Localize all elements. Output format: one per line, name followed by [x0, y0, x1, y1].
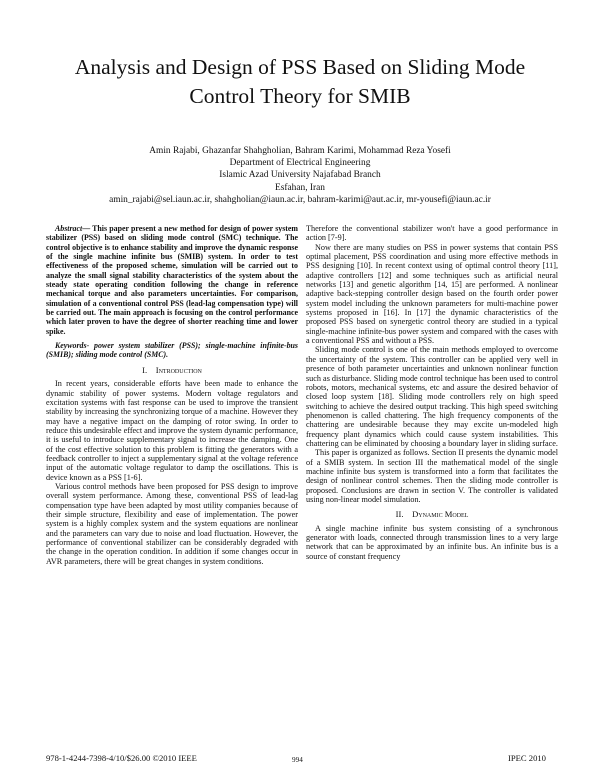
section-title: Introduction	[155, 364, 202, 375]
left-column	[46, 224, 298, 566]
abstract-label: Abstract	[55, 224, 83, 233]
title-line-2: Control Theory for SMIB	[189, 84, 411, 108]
abstract-text: — This paper present a new method for design of power system stabilizer (PSS) based on sliding mode control (SMC) technique. The control objective is to enhance stability and improve the dynamic response of the single machine infinite bus (SMIB) system. In order to test effectiveness of the proposed scheme, simulation will be carried out to analyze the small signal stability characteristics of the system about the steady state operating condition following the change in reference mechanical torque and also parameters uncertainties. For comparison, simulation of a conventional control PSS (lead-lag compensation type) will be carried out. The main approach is focusing on the control performance which later proven to have the degree of shorter reaching time and lower spike.	[46, 224, 298, 336]
right-column	[306, 224, 558, 561]
footer-page-number: 994	[292, 756, 303, 764]
section-number: II.	[395, 509, 404, 520]
section-heading-dynamic-model	[306, 510, 558, 519]
section-title: Dynamic Model	[412, 509, 469, 520]
section-number: I.	[142, 364, 148, 375]
author-emails: amin_rajabi@sel.iaun.ac.ir, shahgholian@iaun.ac.ir, bahram-karimi@aut.ac.ir, mr-yousefi@iaun.ac.ir	[109, 194, 491, 205]
author-city: Esfahan, Iran	[275, 182, 325, 193]
right-paragraph-1: Now there are many studies on PSS in power systems that contain PSS optimal placement, PSS coordination and using more effective methods in PSS designing [10]. In recent context using of optimal control theory [11], adaptive controllers [12] and some techniques such as artificial neural networks [13] and genetic algorithm [14, 15] are performed. A nonlinear adaptive back-stepping controller design based on the fourth order power system model including the unknown parameters for multi-machine power systems proposed in [16]. In [17] the dynamic characteristics of the proposed PSS based on synergetic control theory are studied in a typical single-machine infinite-bus power system and compared with the cases with a conventional PSS and without a PSS.	[306, 242, 558, 346]
footer-isbn: 978-1-4244-7398-4/10/$26.00 ©2010 IEEE	[46, 753, 197, 763]
author-university: Islamic Azad University Najafabad Branch	[219, 170, 381, 181]
right-paragraph-0: Therefore the conventional stabilizer won't have a good performance in action [7-9].	[306, 224, 558, 243]
abstract	[46, 224, 298, 336]
right-paragraph-4: A single machine infinite bus system consisting of a synchronous generator with loads, connected through transmission lines to a very large network that can be approximated by an infinite bus. An infinite bus is a source of constant frequency	[306, 523, 558, 561]
author-department: Department of Electrical Engineering	[229, 158, 371, 169]
keywords: Keywords- power system stabilizer (PSS); single-machine infinite-bus (SMIB); sliding mode control (SMC).	[46, 341, 298, 360]
author-names: Amin Rajabi, Ghazanfar Shahgholian, Bahram Karimi, Mohammad Reza Yosefi	[149, 146, 451, 156]
footer-conference: IPEC 2010	[508, 753, 546, 763]
title-line-1: Analysis and Design of PSS Based on Sliding Mode	[74, 55, 526, 79]
author-block	[0, 145, 600, 206]
right-paragraph-2: Sliding mode control is one of the main methods employed to overcome the uncertainty of the system. This controller can be applied very well in presence of both parameter uncertainties and unknown nonlinear function such as disturbance. Sliding mode control technique has been used to control robots, motors, mechanical systems, etc and assure the desired behavior of closed loop system [18]. Sliding mode controllers rely on high speed switching to achieve the desired output tracking. This high speed switching phenomenon is called chattering. The high frequency components of the chattering are undesirable because they may excite un-modeled high frequency plant dynamics which could cause system instabilities. This chattering can be eliminated by choosing a boundary layer in sliding surface.	[306, 345, 558, 448]
intro-paragraph-2: Various control methods have been proposed for PSS design to improve overall system performance. Among these, conventional PSS of lead-lag compensation type have been adapted by most utility companies because of their simple structure, flexibility and ease of implementation. The power system is a highly complex system and the system equations are nonlinear and the parameters can vary due to noise and load fluctuation. However, the performance of conventional stabilizer can be considerably degraded with the change in the operation condition. In addition if some changes occur in AVR parameters, there will be great changes in system conditions.	[46, 481, 298, 566]
intro-paragraph-1: In recent years, considerable efforts have been made to enhance the dynamic stability of power systems. Modern voltage regulators and excitation systems with fast response can be used to improve the transient stability by increasing the synchronizing torque of a machine. However they may have a negative impact on the damping of rotor swing. In order to reduce this undesirable effect and improve the system dynamic performance, it is useful to introduce supplementary signal to increase the damping. One of the cost effective solution to this problem is fitting the generators with a feedback controller to inject a supplementary signal at the voltage reference input of the automatic voltage regulator to damp the oscillations. This is device known as a PSS [1-6].	[46, 379, 298, 482]
right-paragraph-3: This paper is organized as follows. Section II presents the dynamic model of a SMIB system. In section III the mathematical model of the single machine infinite bus system is transformed into a form that facilitates the design of nonlinear control schemes. Then the sliding mode controller is proposed. Conclusions are drawn in section V. The controller is validated using non-linear model simulation.	[306, 448, 558, 504]
section-heading-introduction	[46, 366, 298, 375]
paper-title	[0, 53, 600, 111]
